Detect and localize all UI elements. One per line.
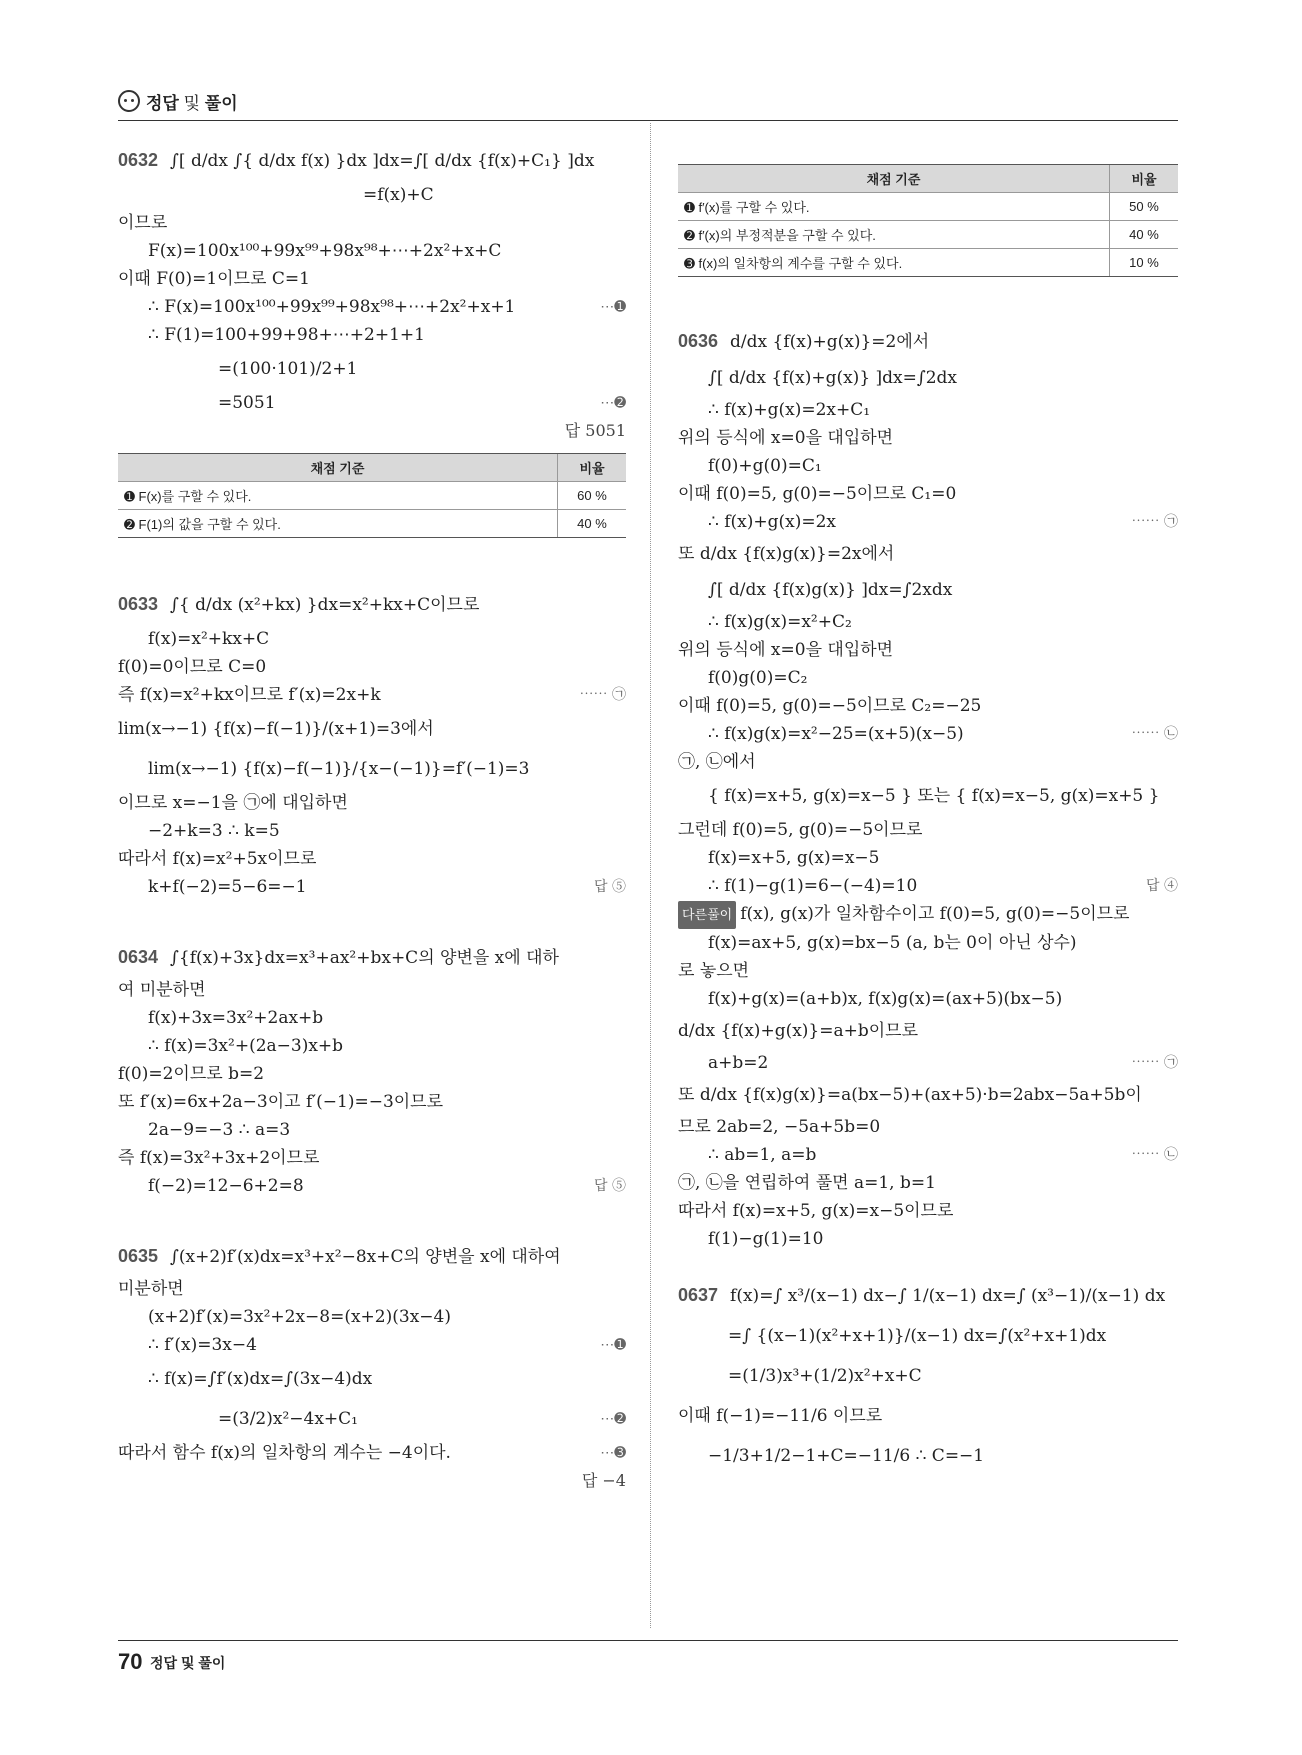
answer: 답 ⑤ (594, 879, 626, 895)
table-row: ➊ f′(x)를 구할 수 있다. 50 % (678, 193, 1178, 221)
page-footer (118, 1640, 1178, 1674)
answer: 답 ④ (1146, 878, 1178, 894)
scoring-table: 채점 기준 비율 ➊ f′(x)를 구할 수 있다. 50 % ➋ f′(x)의 부정적분을 구할 수 있다. 40 % ➌ f(x)의 일차항의 계수를 구할 수 있다. 10 % (678, 164, 1178, 277)
alt-solution-badge: 다른풀이 (678, 901, 736, 929)
column-divider (650, 123, 651, 1628)
table-row: ➌ f(x)의 일차항의 계수를 구할 수 있다. 10 % (678, 249, 1178, 277)
answer: 답 −4 (581, 1471, 626, 1490)
page-header (118, 88, 1178, 121)
step-marker-1: ⋯➊ (600, 299, 626, 315)
answer: 답 5051 (564, 421, 626, 440)
problem-0635: 0635 ∫(x+2)f′(x)dx=x³+x²−8x+C의 양변을 x에 대하여 미분하면 (x+2)f′(x)=3x²+2x−8=(x+2)(3x−4) ∴ f′(x)=3x−4 ⋯➊ ∴ f(x)=∫f′(x)dx=∫(3x−4)dx =(3/2)x²−4x+C₁ ⋯➋ 따라서 함수 f(x)의 일차항의 계수는 −4이다. ⋯➌ 답 −4 (118, 1238, 626, 1495)
smile-logo-icon (118, 90, 140, 112)
problem-0637: 0637 f(x)=∫ x³/(x−1) dx−∫ 1/(x−1) dx=∫ (x³−1)/(x−1) dx =∫ {(x−1)(x²+x+1)}/(x−1) dx=∫(x²+x+1)dx =(1/3)x³+(1/2)x²+x+C 이때 f(−1)=−11/6 이므로 −1/3+1/2−1+C=−11/6 ∴ C=−1 (678, 1285, 1166, 1466)
problem-number: 0634 (118, 947, 159, 967)
answer: 답 ⑤ (594, 1178, 626, 1194)
header-title: 정답 및 풀이 (146, 94, 238, 113)
problem-0634: 0634 ∫{f(x)+3x}dx=x³+ax²+bx+C의 양변을 x에 대하 여 미분하면 f(x)+3x=3x²+2ax+b ∴ f(x)=3x²+(2a−3)x+b f(0)=2이므로 b=2 또 f′(x)=6x+2a−3이고 f′(−1)=−3이므로 2a−9=−3 ∴ a=3 즉 f(x)=3x²+3x+2이므로 f(−2)=12−6+2=8 답 ⑤ (118, 939, 626, 1200)
problem-0636: 0636 d/dx {f(x)+g(x)}=2에서 ∫[ d/dx {f(x)+g(x)} ]dx=∫2dx ∴ f(x)+g(x)=2x+C₁ 위의 등식에 x=0을 대입하면 f(0)+g(0)=C₁ 이때 f(0)=5, g(0)=−5이므로 C₁=0 ∴ f(x)+g(x)=2x ⋯⋯ ㉠ 또 d/dx {f(x)g(x)}=2x에서 ∫[ d/dx {f(x)g(x)} ]dx=∫2xdx ∴ f(x)g(x)=x²+C₂ 위의 등식에 x=0을 대입하면 f(0)g(0)=C₂ 이때 f(0)=5, g(0)=−5이므로 C₂=−25 ∴ f(x)g(x)=x²−25=(x+5)(x−5) ⋯⋯ ㉡ ㉠, ㉡에서 { f(x)=x+5, g(x)=x−5 } 또는 { f(x)=x−5, g(x)=x+5 } 그런데 f(0)=5, g(0)=−5이므로 f(x)=x+5, g(x)=x−5 ∴ f(1)−g(1)=6−(−4)=10 답 ④ 다른풀이 f(x), g(x)가 일차함수이고 f(0)=5, g(0)=−5이므로 f(x)=ax+5, g(x)=bx−5 (a, b는 0이 아닌 상수) 로 놓으면 f(x)+g(x)=(a+b)x, f(x)g(x)=(ax+5)(bx−5) d/dx {f(x)+g(x)}=a+b이므로 a+b=2 ⋯⋯ ㉠ 또 d/dx {f(x)g(x)}=a(bx−5)+(ax+5)·b=2abx−5a+5b이 므로 2ab=2, −5a+5b=0 ∴ ab=1, a=b ⋯⋯ ㉡ ㉠, ㉡을 연립하여 풀면 a=1, b=1 따라서 f(x)=x+5, g(x)=x−5이므로 f(1)−g(1)=10 (678, 331, 1178, 1249)
footer-label: 정답 및 풀이 (150, 1655, 226, 1671)
problem-number: 0633 (118, 594, 159, 614)
problem-0633: 0633 ∫{ d/dx (x²+kx) }dx=x²+kx+C이므로 f(x)=x²+kx+C f(0)=0이므로 C=0 즉 f(x)=x²+kx이므로 f′(x)=2x+k ⋯⋯ ㉠ lim(x→−1) {f(x)−f(−1)}/(x+1)=3에서 lim(x→−1) {f(x)−f(−1)}/{x−(−1)}=f′(−1)=3 이므로 x=−1을 ㉠에 대입하면 −2+k=3 ∴ k=5 따라서 f(x)=x²+5x이므로 k+f(−2)=5−6=−1 답 ⑤ (118, 584, 626, 901)
problem-number: 0632 (118, 150, 159, 170)
table-row: ➋ F(1)의 값을 구할 수 있다. 40 % (118, 510, 626, 538)
table-row: ➋ f′(x)의 부정적분을 구할 수 있다. 40 % (678, 221, 1178, 249)
page-number: 70 (118, 1649, 143, 1674)
table-row: ➊ F(x)를 구할 수 있다. 60 % (118, 482, 626, 510)
problem-0632: 0632 ∫[ d/dx ∫{ d/dx f(x) }dx ]dx=∫[ d/dx {f(x)+C₁} ]dx =f(x)+C 이므로 F(x)=100x¹⁰⁰+99x⁹⁹+98x⁹⁸+⋯+2x²+x+C 이때 F(0)=1이므로 C=1 ∴ F(x)=100x¹⁰⁰+99x⁹⁹+98x⁹⁸+⋯+2x²+x+1 ⋯➊ ∴ F(1)=100+99+98+⋯+2+1+1 =(100·101)/2+1 =5051 ⋯➋ 답 5051 채점 기준 비율 ➊ F(x)를 구할 수 있다. 60 % ➋ F(1)의 값을 구할 수 있다. 40 % (118, 140, 626, 538)
problem-number: 0637 (678, 1285, 719, 1305)
scoring-table: 채점 기준 비율 ➊ F(x)를 구할 수 있다. 60 % ➋ F(1)의 값을 구할 수 있다. 40 % (118, 453, 626, 538)
left-column (118, 140, 626, 1495)
problem-number: 0636 (678, 331, 719, 351)
right-column (678, 140, 1178, 1476)
step-marker-2: ⋯➋ (600, 395, 626, 411)
problem-number: 0635 (118, 1246, 159, 1266)
